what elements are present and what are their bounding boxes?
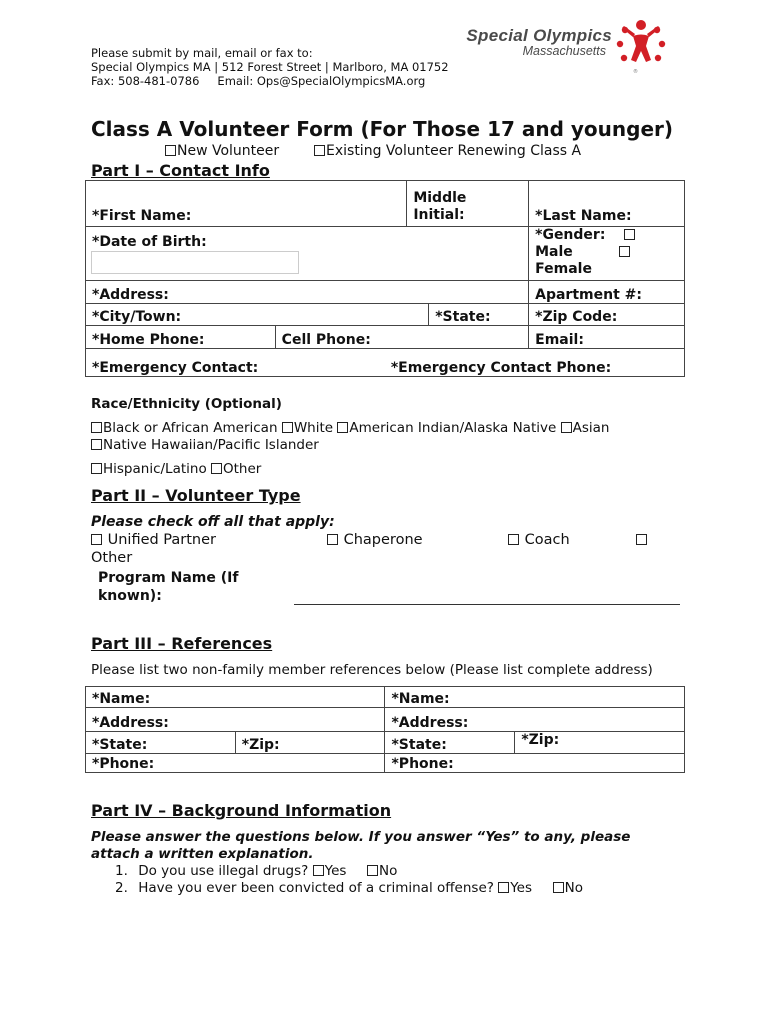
race-checkbox[interactable] — [337, 422, 348, 433]
first-name-label: *First Name: — [92, 208, 192, 224]
existing-volunteer-option[interactable] — [314, 143, 581, 159]
q2-yes-option[interactable] — [498, 880, 532, 896]
ref2-state-field[interactable] — [385, 732, 515, 754]
coach-label: Coach — [524, 532, 570, 548]
chaperone-checkbox[interactable] — [327, 534, 338, 545]
program-name-label-2: known): — [98, 588, 162, 604]
program-name-label — [98, 569, 238, 605]
zip-label: *Zip Code: — [535, 309, 618, 325]
existing-volunteer-checkbox[interactable] — [314, 145, 325, 156]
ref2-name-field[interactable] — [385, 687, 685, 708]
dob-field[interactable] — [86, 227, 529, 281]
part1-heading: Part I – Contact Info — [91, 161, 270, 180]
female-label: Female — [535, 261, 592, 277]
unified-partner-label: Unified Partner — [107, 532, 217, 548]
first-name-field[interactable] — [86, 181, 407, 227]
city-label: *City/Town: — [92, 309, 182, 325]
home-phone-label: *Home Phone: — [92, 332, 205, 348]
race-label: Other — [223, 461, 262, 477]
q2-no-label: No — [564, 880, 583, 896]
q1-yes-checkbox[interactable] — [313, 865, 324, 876]
race-option-asian[interactable] — [561, 420, 610, 436]
state-label: *State: — [435, 309, 491, 325]
form-title: Class A Volunteer Form (For Those 17 and younger) — [91, 117, 674, 141]
race-checkbox[interactable] — [211, 463, 222, 474]
contact-line — [91, 74, 449, 88]
ref2-zip-label: *Zip: — [521, 732, 560, 748]
ref1-state-label: *State: — [92, 737, 148, 753]
logo-text — [452, 26, 612, 58]
last-name-label: *Last Name: — [535, 208, 632, 224]
ref2-name-label: *Name: — [391, 691, 450, 707]
address-field[interactable] — [86, 281, 529, 304]
ref2-phone-field[interactable] — [385, 754, 685, 773]
program-name-input-line[interactable] — [294, 604, 680, 605]
apartment-field[interactable] — [529, 281, 685, 304]
ref2-phone-label: *Phone: — [391, 756, 454, 772]
male-checkbox[interactable] — [624, 229, 635, 240]
new-volunteer-option[interactable] — [165, 143, 279, 159]
middle-initial-label-1: Middle — [413, 190, 467, 206]
part4-instruction-1: Please answer the questions below. If you answer “Yes” to any, please — [91, 829, 631, 845]
part4-instruction — [91, 829, 630, 863]
gender-label: *Gender: — [535, 227, 606, 243]
zip-field[interactable] — [529, 304, 685, 326]
race-option-white[interactable] — [282, 420, 333, 436]
q2-no-checkbox[interactable] — [553, 882, 564, 893]
ref2-address-label: *Address: — [391, 715, 469, 731]
gender-field — [529, 227, 685, 281]
email-label: Email: — [535, 332, 584, 348]
ref1-phone-label: *Phone: — [92, 756, 155, 772]
race-label: Hispanic/Latino — [103, 461, 207, 477]
ref2-state-label: *State: — [391, 737, 447, 753]
middle-initial-label-2: Initial: — [413, 207, 465, 223]
question-1 — [115, 863, 397, 879]
ref1-zip-field[interactable] — [235, 732, 385, 754]
cell-phone-label: Cell Phone: — [281, 332, 371, 348]
address-line-1: Please submit by mail, email or fax to: — [91, 46, 313, 60]
part3-instruction: Please list two non-family member references below (Please list complete address) — [91, 662, 653, 678]
dob-input-box[interactable] — [91, 251, 299, 274]
other-option[interactable] — [636, 532, 648, 548]
q1-no-checkbox[interactable] — [367, 865, 378, 876]
race-label: Black or African American — [103, 420, 278, 436]
coach-checkbox[interactable] — [508, 534, 519, 545]
female-checkbox[interactable] — [619, 246, 630, 257]
question-2-number: 2. — [115, 880, 128, 896]
coach-option[interactable] — [508, 532, 570, 548]
race-checkbox[interactable] — [282, 422, 293, 433]
home-phone-field[interactable] — [86, 326, 276, 349]
email-field[interactable] — [529, 326, 685, 349]
race-label: Native Hawaiian/Pacific Islander — [103, 437, 319, 453]
race-option-hawaiian[interactable] — [91, 437, 319, 453]
emergency-phone-field[interactable] — [390, 349, 685, 377]
unified-partner-option[interactable] — [91, 532, 216, 548]
program-name-label-1: Program Name (If — [98, 570, 239, 586]
other-label: Other — [91, 550, 133, 566]
race-label: American Indian/Alaska Native — [349, 420, 557, 436]
unified-partner-checkbox[interactable] — [91, 534, 102, 545]
race-label: Asian — [572, 420, 610, 436]
ref1-state-field[interactable] — [86, 732, 236, 754]
contact-info-table — [85, 180, 685, 377]
chaperone-label: Chaperone — [343, 532, 423, 548]
race-checkbox[interactable] — [91, 422, 102, 433]
ref1-phone-field[interactable] — [86, 754, 385, 773]
last-name-field[interactable] — [529, 181, 685, 227]
city-field[interactable] — [86, 304, 429, 326]
question-2-text: Have you ever been convicted of a criminal offense? — [138, 880, 494, 896]
emergency-contact-field[interactable] — [86, 349, 407, 377]
special-olympics-logo-icon — [613, 16, 669, 76]
references-table — [85, 686, 685, 773]
ref1-name-label: *Name: — [92, 691, 151, 707]
ref1-address-label: *Address: — [92, 715, 169, 731]
q1-no-label: No — [379, 863, 398, 879]
race-option-other[interactable] — [211, 461, 261, 477]
race-option-black[interactable] — [91, 420, 278, 436]
part4-instruction-2: attach a written explanation. — [91, 846, 314, 862]
race-checkbox[interactable] — [561, 422, 572, 433]
mailing-address — [91, 46, 449, 88]
address-line-2: Special Olympics MA | 512 Forest Street | Marlboro, MA 01752 — [91, 60, 449, 74]
part4-heading: Part IV – Background Information — [91, 801, 392, 820]
other-checkbox[interactable] — [636, 534, 647, 545]
new-volunteer-label: New Volunteer — [177, 143, 280, 159]
logo-title: Special Olympics — [466, 26, 612, 45]
race-option-american-indian[interactable] — [337, 420, 556, 436]
race-checkbox[interactable] — [91, 463, 102, 474]
middle-initial-field[interactable] — [407, 181, 529, 227]
part2-heading: Part II – Volunteer Type — [91, 486, 301, 505]
new-volunteer-checkbox[interactable] — [165, 145, 176, 156]
q1-yes-option[interactable] — [313, 863, 347, 879]
question-2 — [115, 880, 583, 896]
q2-yes-checkbox[interactable] — [498, 882, 509, 893]
race-label: White — [293, 420, 334, 436]
q1-no-option[interactable] — [367, 863, 397, 879]
logo-subtitle: Massachusetts — [522, 44, 606, 58]
part3-heading: Part III – References — [91, 634, 273, 653]
part2-instruction: Please check off all that apply: — [91, 514, 335, 530]
q2-no-option[interactable] — [553, 880, 583, 896]
race-heading: Race/Ethnicity (Optional) — [91, 396, 282, 412]
apartment-label: Apartment #: — [535, 287, 642, 303]
question-1-text: Do you use illegal drugs? — [138, 863, 309, 879]
ref1-name-field[interactable] — [86, 687, 385, 708]
q2-yes-label: Yes — [510, 880, 533, 896]
emergency-phone-label: *Emergency Contact Phone: — [390, 360, 612, 376]
state-field[interactable] — [429, 304, 529, 326]
race-option-hispanic[interactable] — [91, 461, 207, 477]
race-options — [91, 420, 711, 478]
q1-yes-label: Yes — [324, 863, 347, 879]
cell-phone-field[interactable] — [275, 326, 528, 349]
email-address: Email: Ops@SpecialOlympicsMA.org — [217, 74, 426, 88]
male-label: Male — [535, 244, 573, 260]
dob-label: *Date of Birth: — [92, 234, 207, 250]
race-checkbox[interactable] — [91, 439, 102, 450]
address-label: *Address: — [92, 287, 169, 303]
ref1-address-field[interactable] — [86, 708, 385, 732]
existing-volunteer-label: Existing Volunteer Renewing Class A — [326, 143, 582, 159]
emergency-contact-label: *Emergency Contact: — [92, 360, 259, 376]
ref2-zip-field[interactable] — [515, 732, 685, 754]
ref2-address-field[interactable] — [385, 708, 685, 732]
fax-number: Fax: 508-481-0786 — [91, 74, 200, 88]
ref1-zip-label: *Zip: — [241, 737, 280, 753]
chaperone-option[interactable] — [327, 532, 423, 548]
svg-text:®: ® — [633, 69, 638, 75]
question-1-number: 1. — [115, 863, 128, 879]
